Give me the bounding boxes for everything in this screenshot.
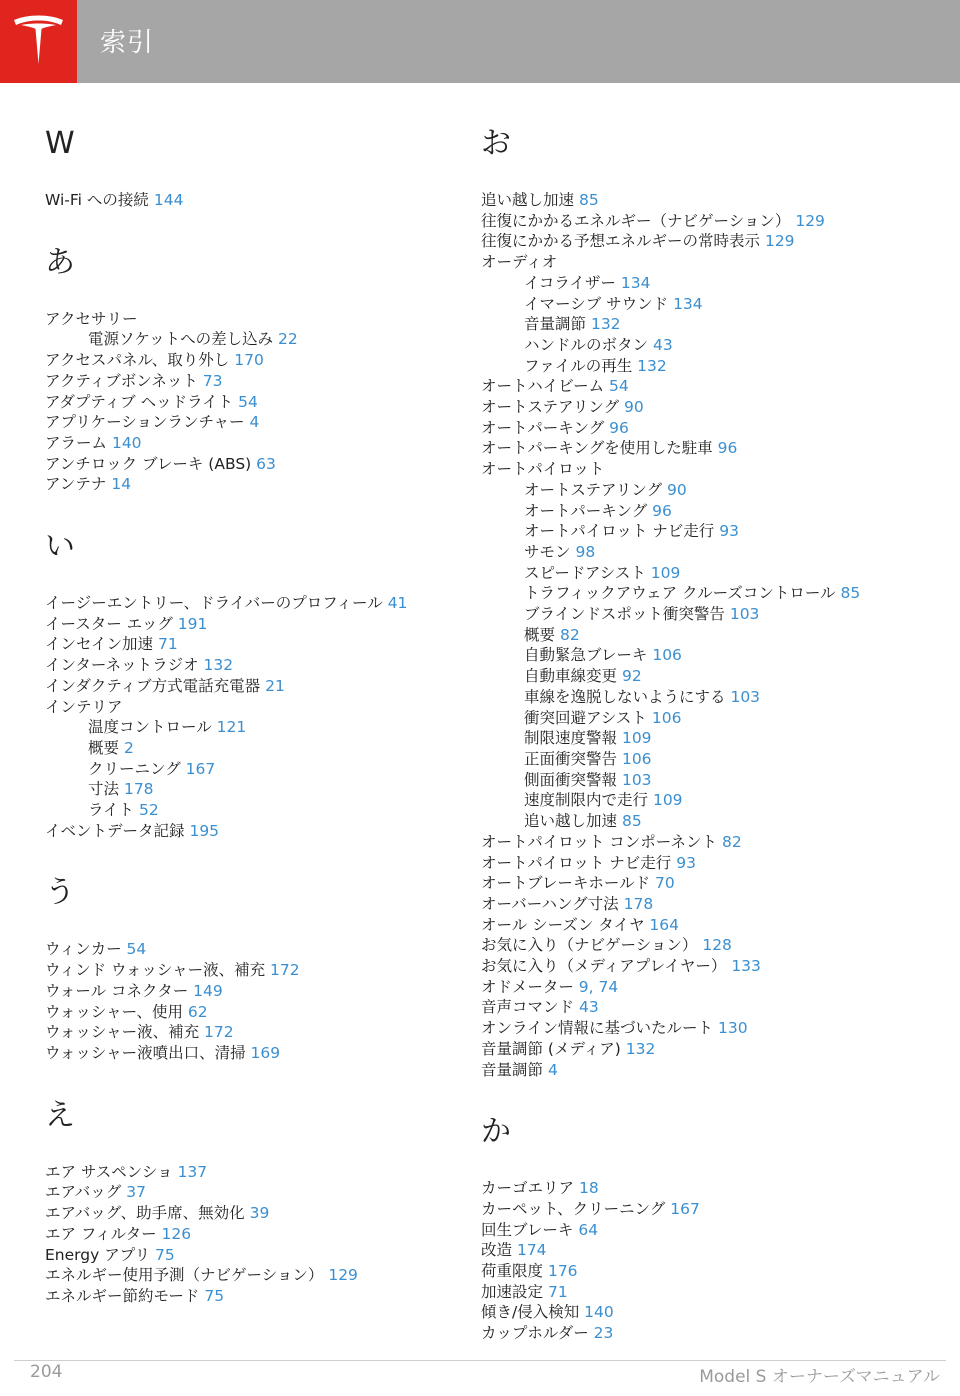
page-reference-link[interactable]: 4 [249, 413, 260, 432]
page-reference-link[interactable]: 140 [584, 1303, 614, 1322]
index-subentry [45, 759, 455, 780]
entry-term: 傾き/侵入検知 [481, 1303, 580, 1322]
entry-term: 正面衝突警告 [524, 749, 618, 768]
page-reference-link[interactable]: 109 [652, 791, 683, 810]
index-entry [481, 190, 921, 211]
entry-term: 電源ソケットへの差し込み [88, 330, 274, 349]
index-subentry [481, 314, 921, 335]
entry-term: 追い越し加速 [524, 812, 618, 831]
entry-term: 回生ブレーキ [481, 1220, 574, 1239]
section-spacer [45, 495, 455, 529]
index-entry [481, 459, 921, 480]
entry-term: インテリア [45, 697, 123, 716]
page-reference-link[interactable]: 167 [670, 1199, 700, 1218]
entry-term: オートハイビーム [481, 377, 605, 396]
section-spacer [45, 1064, 455, 1098]
page-reference-link[interactable]: 134 [620, 273, 651, 292]
brand-logo [0, 0, 77, 83]
page-reference-link[interactable]: 75 [204, 1286, 225, 1305]
index-subentry [45, 800, 455, 821]
page-reference-link[interactable]: 14 [111, 475, 132, 494]
entry-term: 概要 [524, 625, 556, 644]
page-reference-link[interactable]: 82 [721, 832, 742, 851]
entry-term: イコライザー [524, 273, 616, 292]
index-entry [45, 676, 455, 697]
section-heading: い [45, 529, 75, 565]
index-entry [45, 1162, 455, 1183]
page-reference-link[interactable]: 170 [234, 351, 264, 370]
page-reference-link[interactable]: 129 [764, 232, 795, 251]
entry-term: 自動緊急ブレーキ [524, 646, 648, 665]
section-heading: え [45, 1097, 75, 1133]
index-entry [45, 350, 455, 371]
page-reference-link[interactable]: 132 [625, 1039, 656, 1058]
entry-term: オーバーハング寸法 [481, 894, 619, 913]
index-entry [45, 593, 455, 614]
entry-term: Wi-Fi への接続 [45, 191, 149, 209]
entry-term: 衝突回避アシスト [524, 708, 647, 727]
entry-term: ハンドルのボタン [524, 335, 649, 354]
entry-term: エア サスペンショ [45, 1162, 173, 1181]
entry-term: ライト [88, 801, 135, 820]
entry-term: カップホルダー [481, 1324, 589, 1343]
entry-term: オートパイロット コンポーネント [481, 832, 718, 851]
entry-term: ウォール コネクター [45, 981, 189, 1000]
index-column-left [45, 126, 455, 1307]
entry-term: 音量調節 [524, 315, 587, 334]
entry-term: オートパーキングを使用した駐車 [481, 439, 713, 458]
heading-spacer [45, 1134, 455, 1162]
index-subentry [481, 521, 921, 542]
entry-term: エア フィルター [45, 1224, 157, 1243]
index-subentry [481, 728, 921, 749]
page-reference-link[interactable]: 172 [204, 1023, 234, 1042]
index-entry [481, 1323, 921, 1344]
index-entry [481, 231, 921, 252]
page-reference-link[interactable]: 71 [547, 1282, 568, 1301]
index-entry [45, 697, 455, 718]
index-subentry [481, 645, 921, 666]
index-subentry [45, 717, 455, 738]
page-reference-link[interactable]: 37 [126, 1183, 146, 1202]
index-subentry [481, 687, 921, 708]
page-reference-link[interactable]: 109 [650, 563, 681, 582]
page-reference-link[interactable]: 98 [575, 542, 596, 561]
entry-term: 加速設定 [481, 1282, 544, 1301]
entry-term: アラーム [45, 433, 108, 452]
page-reference-link[interactable]: 90 [667, 480, 687, 499]
entry-term: オートパイロット ナビ走行 [481, 853, 672, 872]
index-entry [45, 309, 455, 330]
page-reference-link[interactable]: 96 [609, 418, 629, 437]
page-reference-link[interactable]: 52 [138, 801, 159, 820]
index-entry [481, 915, 921, 936]
entry-term: イージーエントリー、ドライバーのプロフィール [45, 594, 383, 613]
entry-term: アンチロック ブレーキ (ABS) [45, 454, 252, 473]
entry-term: インターネットラジオ [45, 656, 199, 675]
index-entry [45, 392, 455, 413]
page-reference-link[interactable]: 2 [123, 738, 134, 757]
index-subentry [481, 356, 921, 377]
entry-term: アプリケーションランチャー [45, 413, 245, 432]
page-reference-link[interactable]: 21 [265, 676, 285, 695]
index-entry [481, 397, 921, 418]
index-entry [45, 1245, 455, 1266]
page-reference-link[interactable]: 129 [328, 1266, 358, 1285]
entry-term: 音量調節 [481, 1060, 544, 1079]
entry-term: ウォッシャー液、補充 [45, 1023, 200, 1042]
entry-term: 速度制限内で走行 [524, 791, 649, 810]
entry-term: Energy アプリ [45, 1245, 151, 1264]
page-reference-link[interactable]: 164 [649, 915, 679, 934]
entry-term: 制限速度警報 [524, 729, 618, 748]
entry-term: 往復にかかる予想エネルギーの常時表示 [481, 232, 761, 251]
entry-term: クリーニング [88, 759, 181, 778]
entry-term: 音声コマンド [481, 998, 575, 1017]
index-entry [481, 873, 921, 894]
index-entry [481, 252, 921, 273]
index-entry [481, 1302, 921, 1323]
entry-term: オートステアリング [524, 480, 663, 499]
page-reference-link[interactable]: 109 [621, 729, 652, 748]
entry-term: ウィンカー [45, 940, 122, 959]
index-subentry [481, 583, 921, 604]
page-reference-link[interactable]: 167 [185, 759, 216, 778]
entry-term: 寸法 [88, 780, 120, 799]
entry-term: 温度コントロール [88, 718, 212, 737]
entry-term: ファイルの再生 [524, 356, 633, 375]
index-entry [481, 832, 921, 853]
index-subentry [481, 625, 921, 646]
entry-term: オートパーキング [524, 501, 648, 520]
page-reference-link[interactable]: 178 [623, 894, 654, 913]
index-entry [45, 821, 455, 842]
index-subentry [481, 811, 921, 832]
entry-term: 概要 [88, 738, 120, 757]
section-heading: か [481, 1114, 511, 1150]
index-entry [481, 956, 921, 977]
index-entry [481, 977, 921, 998]
entry-term: 往復にかかるエネルギー（ナビゲーション） [481, 211, 791, 230]
index-entry [481, 1199, 921, 1220]
index-entry [45, 1022, 455, 1043]
index-subentry [481, 749, 921, 770]
index-entry [45, 1182, 455, 1203]
index-subentry [481, 563, 921, 584]
page-reference-link[interactable]: 195 [189, 821, 220, 840]
index-entry [45, 614, 455, 635]
page-reference-link[interactable]: 106 [621, 749, 652, 768]
section-heading: W [45, 126, 75, 161]
page-number: 204 [30, 1362, 63, 1382]
page-reference-link[interactable]: 103 [730, 687, 761, 706]
heading-spacer [481, 1150, 921, 1178]
index-entry [45, 1286, 455, 1307]
index-subentry [481, 335, 921, 356]
index-subentry [481, 542, 921, 563]
entry-term: アンテナ [45, 475, 107, 494]
index-subentry [481, 480, 921, 501]
section-spacer [45, 211, 455, 245]
page-header [0, 0, 960, 83]
index-subentry [481, 666, 921, 687]
page-reference-link[interactable]: 85 [578, 191, 599, 209]
index-entry [45, 634, 455, 655]
entry-term: オール シーズン タイヤ [481, 915, 645, 934]
page-reference-link[interactable]: 174 [516, 1241, 547, 1260]
index-entry [45, 1265, 455, 1286]
entry-term: オドメーター [481, 977, 574, 996]
entry-term: カーゴエリア [481, 1179, 575, 1198]
index-subentry [481, 790, 921, 811]
index-entry [45, 371, 455, 392]
page-reference-link[interactable]: 54 [238, 392, 258, 411]
page-reference-link[interactable]: 129 [795, 211, 825, 230]
entry-term: イースター エッグ [45, 614, 173, 633]
heading-spacer [45, 565, 455, 593]
index-entry [45, 981, 455, 1002]
heading-spacer [45, 911, 455, 939]
entry-term: インダクティブ方式電話充電器 [45, 676, 261, 695]
index-entry [481, 853, 921, 874]
entry-term: 自動車線変更 [524, 667, 618, 686]
entry-term: サモン [524, 542, 571, 561]
page-reference-link[interactable]: 132 [637, 356, 667, 375]
page-reference-link[interactable]: 96 [717, 439, 738, 458]
heading-spacer [45, 281, 455, 309]
page-reference-link[interactable]: 92 [621, 667, 642, 686]
entry-term: ウォッシャー、使用 [45, 1002, 183, 1021]
index-column-right [481, 126, 921, 1344]
index-entry [45, 474, 455, 495]
entry-term: アクセサリー [45, 309, 138, 328]
index-entry [481, 1178, 921, 1199]
entry-term: オートブレーキホールド [481, 874, 651, 893]
entry-term: エネルギー節約モード [45, 1286, 200, 1305]
page-reference-link[interactable]: 126 [161, 1224, 192, 1243]
index-entry [45, 1224, 455, 1245]
index-entry [481, 1018, 921, 1039]
index-subentry [45, 738, 455, 759]
entry-term: イマーシブ サウンド [524, 294, 669, 313]
page-reference-link[interactable]: 132 [203, 656, 234, 675]
page-reference-link[interactable]: 85 [621, 812, 642, 831]
index-subentry [481, 294, 921, 315]
index-subentry [45, 329, 455, 350]
index-entry [45, 412, 455, 433]
index-entry [481, 211, 921, 232]
index-entry [481, 418, 921, 439]
entry-term: ウィンド ウォッシャー液、補充 [45, 961, 266, 980]
index-entry [45, 1002, 455, 1023]
page-reference-link[interactable]: 23 [593, 1324, 614, 1343]
section-spacer [45, 841, 455, 875]
entry-term: アクセスパネル、取り外し [45, 351, 230, 370]
entry-term: エネルギー使用予測（ナビゲーション） [45, 1266, 324, 1285]
entry-term: スピードアシスト [524, 563, 646, 582]
index-entry [481, 376, 921, 397]
page-reference-link[interactable]: 39 [249, 1204, 270, 1223]
page-reference-link[interactable]: 75 [155, 1245, 175, 1264]
entry-term: お気に入り（メディアプレイヤー） [481, 957, 727, 976]
entry-term: オートパイロット ナビ走行 [524, 522, 715, 541]
page-reference-link[interactable]: 144 [153, 191, 184, 209]
page-reference-link[interactable]: 9, 74 [578, 977, 619, 996]
entry-term: オートパーキング [481, 418, 605, 437]
entry-term: オートステアリング [481, 398, 620, 417]
index-entry [481, 1282, 921, 1303]
heading-spacer [45, 162, 455, 190]
index-subentry [481, 273, 921, 294]
entry-term: オンライン情報に基づいたルート [481, 1019, 714, 1038]
page-reference-link[interactable]: 18 [578, 1179, 599, 1198]
entry-term: ブラインドスポット衝突警告 [524, 605, 725, 624]
index-entry [45, 655, 455, 676]
page-reference-link[interactable]: 134 [673, 294, 703, 313]
entry-term: アダプティブ ヘッドライト [45, 392, 234, 411]
page-reference-link[interactable]: 41 [387, 594, 408, 613]
page-reference-link[interactable]: 64 [578, 1220, 599, 1239]
entry-term: カーペット、クリーニング [481, 1199, 666, 1218]
page-reference-link[interactable]: 93 [676, 853, 696, 872]
entry-term: アクティブボンネット [45, 371, 198, 390]
page-reference-link[interactable]: 106 [651, 708, 682, 727]
page-reference-link[interactable]: 62 [187, 1002, 208, 1021]
entry-term: 音量調節 (メディア) [481, 1039, 621, 1058]
entry-term: エアバッグ [45, 1183, 122, 1202]
page-reference-link[interactable]: 71 [157, 635, 178, 654]
manual-title: Model S オーナーズマニュアル [699, 1367, 940, 1387]
index-entry [481, 1220, 921, 1241]
page-reference-link[interactable]: 82 [559, 625, 580, 644]
index-subentry [481, 708, 921, 729]
entry-term: 追い越し加速 [481, 191, 575, 209]
page-reference-link[interactable]: 128 [702, 936, 732, 955]
page-reference-link[interactable]: 85 [840, 584, 861, 603]
entry-term: オーディオ [481, 253, 558, 272]
page-reference-link[interactable]: 96 [652, 501, 672, 520]
index-subentry [45, 779, 455, 800]
index-entry [45, 1203, 455, 1224]
page-reference-link[interactable]: 70 [655, 874, 675, 893]
index-entry [45, 433, 455, 454]
index-entry [45, 190, 455, 211]
entry-term: お気に入り（ナビゲーション） [481, 936, 698, 955]
entry-term: オートパイロット [481, 460, 605, 479]
entry-term: 側面衝突警報 [524, 770, 618, 789]
index-entry [481, 438, 921, 459]
page-reference-link[interactable]: 106 [652, 646, 682, 665]
entry-term: 車線を逸脱しないようにする [524, 687, 726, 706]
page-reference-link[interactable]: 140 [111, 433, 142, 452]
entry-term: エアバッグ、助手席、無効化 [45, 1204, 245, 1223]
page-reference-link[interactable]: 22 [278, 330, 298, 349]
footer-divider [14, 1360, 946, 1361]
page-reference-link[interactable]: 172 [270, 961, 300, 980]
section-heading: う [45, 875, 75, 911]
page-reference-link[interactable]: 149 [193, 981, 223, 1000]
page-reference-link[interactable]: 54 [609, 377, 629, 396]
page-reference-link[interactable]: 43 [652, 335, 673, 354]
index-subentry [481, 501, 921, 522]
index-entry [481, 997, 921, 1018]
page-reference-link[interactable]: 121 [216, 718, 247, 737]
entry-term: 荷重限度 [481, 1262, 544, 1281]
page-reference-link[interactable]: 103 [729, 605, 760, 624]
page-reference-link[interactable]: 103 [621, 770, 652, 789]
index-entry [481, 1060, 921, 1081]
page-reference-link[interactable]: 137 [177, 1162, 208, 1181]
entry-term: ウォッシャー液噴出口、清掃 [45, 1043, 246, 1062]
page-reference-link[interactable]: 93 [719, 522, 739, 541]
index-entry [481, 894, 921, 915]
page-reference-link[interactable]: 169 [250, 1043, 281, 1062]
index-entry [481, 935, 921, 956]
page-reference-link[interactable]: 73 [202, 371, 223, 390]
page-reference-link[interactable]: 176 [547, 1262, 578, 1281]
page-reference-link[interactable]: 130 [717, 1019, 748, 1038]
page-reference-link[interactable]: 178 [123, 780, 154, 799]
heading-spacer [481, 162, 921, 190]
tesla-logo-icon [12, 14, 65, 69]
page-reference-link[interactable]: 132 [590, 315, 621, 334]
page-reference-link[interactable]: 63 [256, 454, 276, 473]
index-entry [45, 960, 455, 981]
index-entry [45, 939, 455, 960]
page-reference-link[interactable]: 54 [126, 940, 147, 959]
entry-term: イベントデータ記録 [45, 821, 185, 840]
page-reference-link[interactable]: 4 [547, 1060, 558, 1079]
index-entry [45, 1043, 455, 1064]
section-spacer [481, 1080, 921, 1114]
index-subentry [481, 604, 921, 625]
index-entry [481, 1261, 921, 1282]
page-reference-link[interactable]: 133 [731, 957, 761, 976]
index-subentry [481, 770, 921, 791]
entry-term: トラフィックアウェア クルーズコントロール [524, 584, 836, 603]
entry-term: 改造 [481, 1241, 513, 1260]
page-title: 索引 [100, 28, 155, 58]
index-entry [45, 454, 455, 475]
entry-term: インセイン加速 [45, 635, 154, 654]
index-entry [481, 1240, 921, 1261]
index-entry [481, 1039, 921, 1060]
page-reference-link[interactable]: 90 [624, 398, 644, 417]
page-reference-link[interactable]: 191 [177, 614, 208, 633]
page-reference-link[interactable]: 43 [578, 998, 599, 1017]
section-heading: お [481, 126, 511, 161]
section-heading: あ [45, 244, 75, 280]
